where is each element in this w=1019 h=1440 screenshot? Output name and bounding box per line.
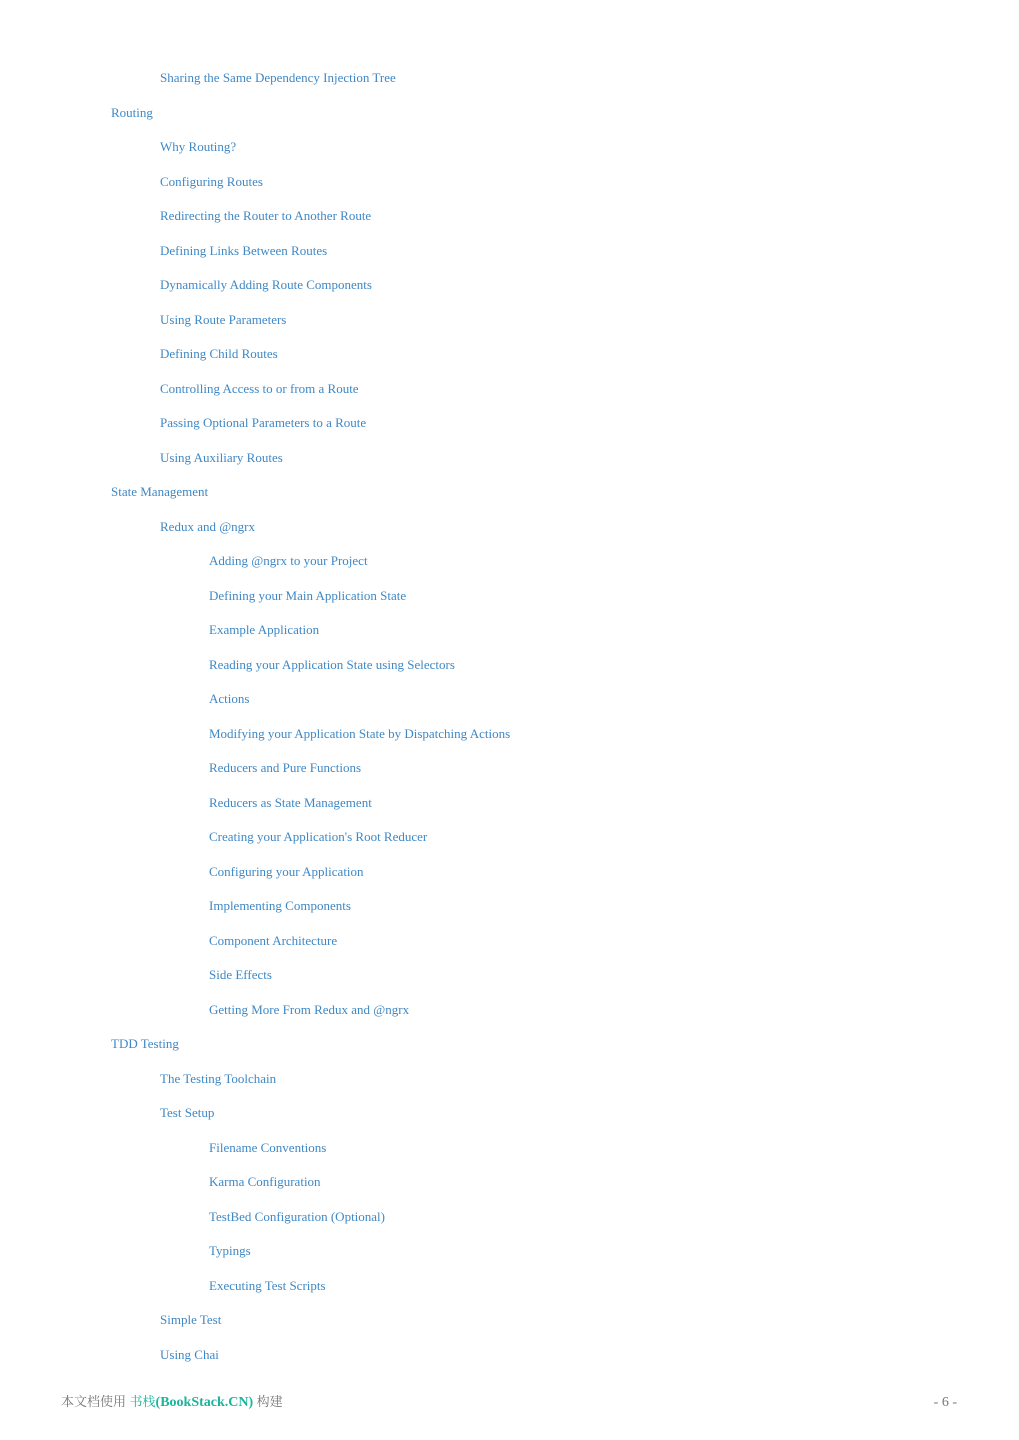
toc-item[interactable]: Executing Test Scripts [209,1278,326,1293]
footer-brand-en: (BookStack.CN) [155,1395,254,1410]
toc-item[interactable]: Configuring your Application [209,864,364,879]
toc-item[interactable]: Routing [111,105,153,120]
toc-item[interactable]: Karma Configuration [209,1174,321,1189]
bookstack-link[interactable] [130,1395,254,1410]
toc-item[interactable]: Reducers as State Management [209,795,372,810]
toc-item[interactable]: Adding @ngrx to your Project [209,553,368,568]
toc-item[interactable]: Defining Child Routes [160,346,278,361]
toc-item[interactable]: Actions [209,691,250,706]
toc-item[interactable]: Component Architecture [209,933,338,948]
toc-item[interactable]: Controlling Access to or from a Route [160,381,359,396]
footer-brand-cn: 书栈 [129,1395,156,1410]
toc-item[interactable]: Side Effects [209,967,272,982]
toc-item[interactable]: Filename Conventions [209,1140,327,1155]
toc-item[interactable]: Sharing the Same Dependency Injection Tree [160,70,396,85]
toc-item[interactable]: Redirecting the Router to Another Route [160,208,372,223]
toc-item[interactable]: Configuring Routes [160,174,263,189]
toc-item[interactable]: Using Auxiliary Routes [160,450,283,465]
footer-prefix: 本文档使用 [61,1395,127,1410]
toc-item[interactable]: Creating your Application's Root Reducer [209,829,428,844]
toc-item[interactable]: Test Setup [160,1105,215,1120]
footer-credit [61,1393,283,1413]
page-footer [61,1393,957,1413]
toc-item[interactable]: Dynamically Adding Route Components [160,277,372,292]
footer-suffix: 构建 [256,1395,283,1410]
toc-item[interactable]: The Testing Toolchain [160,1071,277,1086]
toc-item[interactable]: Using Route Parameters [160,312,287,327]
toc-item[interactable]: Why Routing? [160,139,237,154]
toc-item[interactable]: Typings [209,1243,251,1258]
toc-item[interactable]: Getting More From Redux and @ngrx [209,1002,410,1017]
toc-item[interactable]: Simple Test [160,1312,222,1327]
toc-item[interactable]: TestBed Configuration (Optional) [209,1209,386,1224]
toc-item[interactable]: Defining your Main Application State [209,588,407,603]
toc-item[interactable]: Modifying your Application State by Dispatching Actions [209,726,511,741]
toc-item[interactable]: Reducers and Pure Functions [209,760,362,775]
toc-item[interactable]: Redux and @ngrx [160,519,256,534]
toc-item[interactable]: Defining Links Between Routes [160,243,328,258]
toc-item[interactable]: Reading your Application State using Selectors [209,657,455,672]
page-number: - 6 - [933,1395,957,1410]
toc-item[interactable]: Passing Optional Parameters to a Route [160,415,367,430]
toc-item[interactable]: Implementing Components [209,898,351,913]
toc-item[interactable]: State Management [111,484,209,499]
toc-item[interactable]: Example Application [209,622,320,637]
toc-item[interactable]: TDD Testing [111,1036,179,1051]
toc-item[interactable]: Using Chai [160,1347,219,1362]
